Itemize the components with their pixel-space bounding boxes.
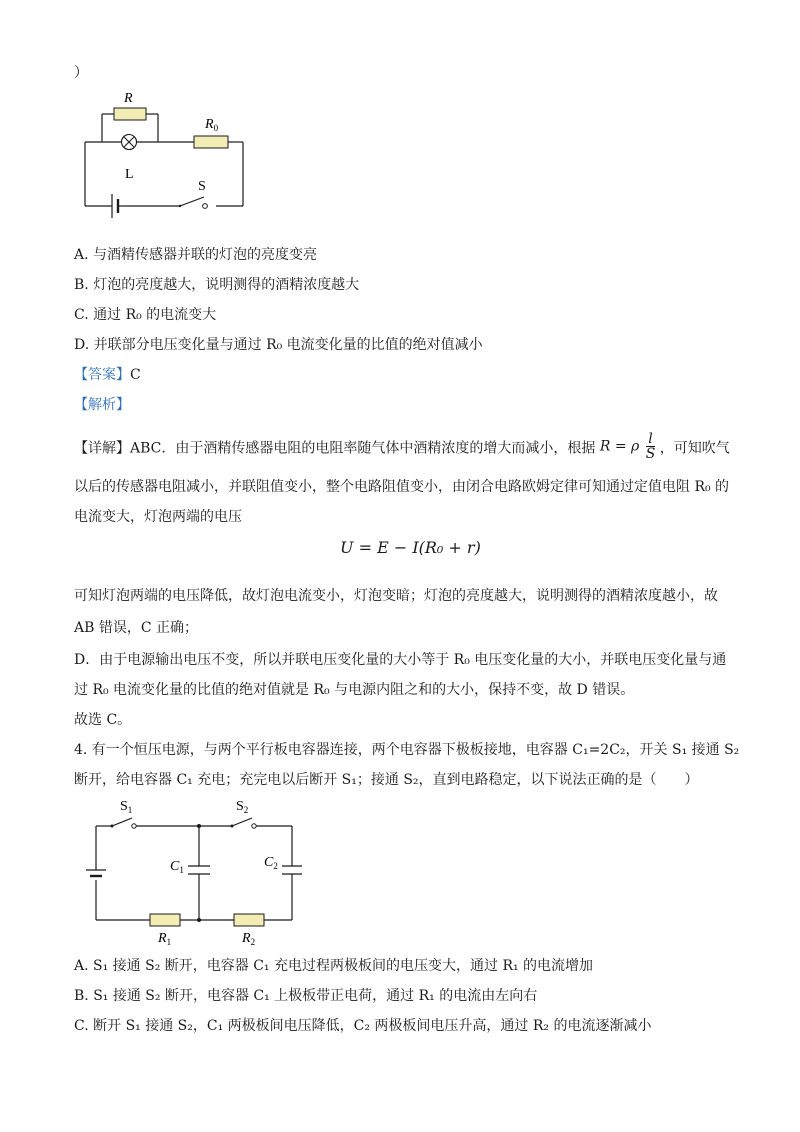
resistor-r0 bbox=[194, 136, 228, 148]
option-b-1: B. 灯泡的亮度越大，说明测得的酒精浓度越大 bbox=[74, 277, 360, 293]
resistivity-formula bbox=[600, 432, 655, 461]
label-c2: C bbox=[264, 855, 274, 870]
detail-text-1a: 【详解】ABC．由于酒精传感器电阻的电阻率随气体中酒精浓度的增大而减小，根据 bbox=[74, 440, 596, 457]
svg-text:R1 bbox=[157, 931, 171, 946]
resistor-r1 bbox=[150, 914, 180, 926]
label-r1-sub: 1 bbox=[166, 937, 172, 946]
label-r1: R bbox=[158, 931, 167, 946]
detail-line-5: AB 错误，C 正确； bbox=[74, 620, 199, 636]
label-s: S bbox=[198, 179, 206, 194]
svg-text:C2 bbox=[264, 855, 278, 871]
resistor-r bbox=[114, 108, 146, 120]
detail-line-4: 可知灯泡两端的电压降低，故灯泡电流变小，灯泡变暗；灯泡的亮度越大，说明测得的酒精浓度越小，故 bbox=[74, 588, 718, 604]
resistor-r2 bbox=[234, 914, 264, 926]
question-paren-fragment: ） bbox=[74, 65, 88, 81]
label-s1-sub: 1 bbox=[127, 805, 133, 815]
option-c-1: C. 通过 R₀ 的电流变大 bbox=[74, 307, 217, 323]
q4-line-1: 4. 有一个恒压电源，与两个平行板电容器连接，两个电容器下极板接地，电容器 C₁=2C₂，开关 S₁ 接通 S₂ bbox=[74, 742, 740, 758]
detail-line-1 bbox=[74, 431, 730, 463]
label-c1-sub: 1 bbox=[179, 865, 184, 875]
label-l: L bbox=[125, 167, 134, 182]
svg-text:S1 bbox=[120, 799, 132, 815]
voltage-equation: U = E − I(R₀ + r) bbox=[340, 538, 481, 557]
label-s2-sub: 2 bbox=[243, 805, 249, 815]
formula-numerator: l bbox=[646, 432, 656, 447]
formula-r: R = ρ bbox=[599, 438, 640, 455]
label-r0: R bbox=[205, 117, 214, 132]
q4-line-2: 断开，给电容器 C₁ 充电；充完电以后断开 S₁；接通 S₂，直到电路稳定，以下说法正确的是（ ） bbox=[74, 772, 699, 788]
label-s2: S bbox=[236, 799, 244, 814]
detail-line-2: 以后的传感器电阻减小，并联阻值变小，整个电路阻值变小，由闭合电路欧姆定律可知通过定值电阻 R₀ 的 bbox=[74, 479, 730, 495]
option-a-2: A. S₁ 接通 S₂ 断开，电容器 C₁ 充电过程两极板间的电压变大，通过 R₁ 的电流增加 bbox=[74, 958, 594, 974]
lamp-icon bbox=[122, 135, 137, 150]
option-c-2: C. 断开 S₁ 接通 S₂，C₁ 两极板间电压降低，C₂ 两极板间电压升高，通过 R₂ 的电流逐渐减小 bbox=[74, 1018, 652, 1034]
circuit-diagram-1 bbox=[80, 84, 260, 218]
label-c1: C bbox=[170, 859, 180, 874]
label-r0-sub: 0 bbox=[213, 123, 219, 133]
label-s1: S bbox=[120, 799, 128, 814]
answer-line bbox=[74, 365, 141, 385]
svg-text:R2 bbox=[241, 931, 255, 946]
label-r: R bbox=[124, 91, 133, 106]
option-a-1: A. 与酒精传感器并联的灯泡的亮度变亮 bbox=[74, 247, 318, 263]
answer-label: 【答案】 bbox=[74, 367, 130, 383]
answer-value: C bbox=[130, 367, 141, 383]
svg-text:S2 bbox=[236, 799, 248, 815]
svg-text:C1 bbox=[170, 859, 184, 875]
circuit-diagram-2 bbox=[84, 796, 306, 946]
svg-text:R0 bbox=[204, 117, 219, 133]
label-r2-sub: 2 bbox=[250, 937, 256, 946]
analysis-label: 【解析】 bbox=[74, 397, 130, 413]
option-b-2: B. S₁ 接通 S₂ 断开，电容器 C₁ 上极板带正电荷，通过 R₁ 的电流由左向右 bbox=[74, 988, 538, 1004]
detail-line-8: 故选 C。 bbox=[74, 712, 132, 728]
label-r2: R bbox=[242, 931, 251, 946]
detail-line-7: 过 R₀ 电流变化量的比值的绝对值就是 R₀ 与电源内阻之和的大小，保持不变，故 D 错误。 bbox=[74, 682, 635, 698]
detail-text-1b: ，可知吹气 bbox=[659, 440, 730, 457]
detail-line-3: 电流变大，灯泡两端的电压 bbox=[74, 509, 242, 525]
option-d-1: D. 并联部分电压变化量与通过 R₀ 电流变化量的比值的绝对值减小 bbox=[74, 337, 483, 353]
formula-denominator: S bbox=[645, 446, 656, 462]
detail-line-6: D．由于电源输出电压不变，所以并联电压变化量的大小等于 R₀ 电压变化量的大小，并联电压变化量与通 bbox=[74, 652, 727, 668]
label-c2-sub: 2 bbox=[273, 861, 278, 871]
